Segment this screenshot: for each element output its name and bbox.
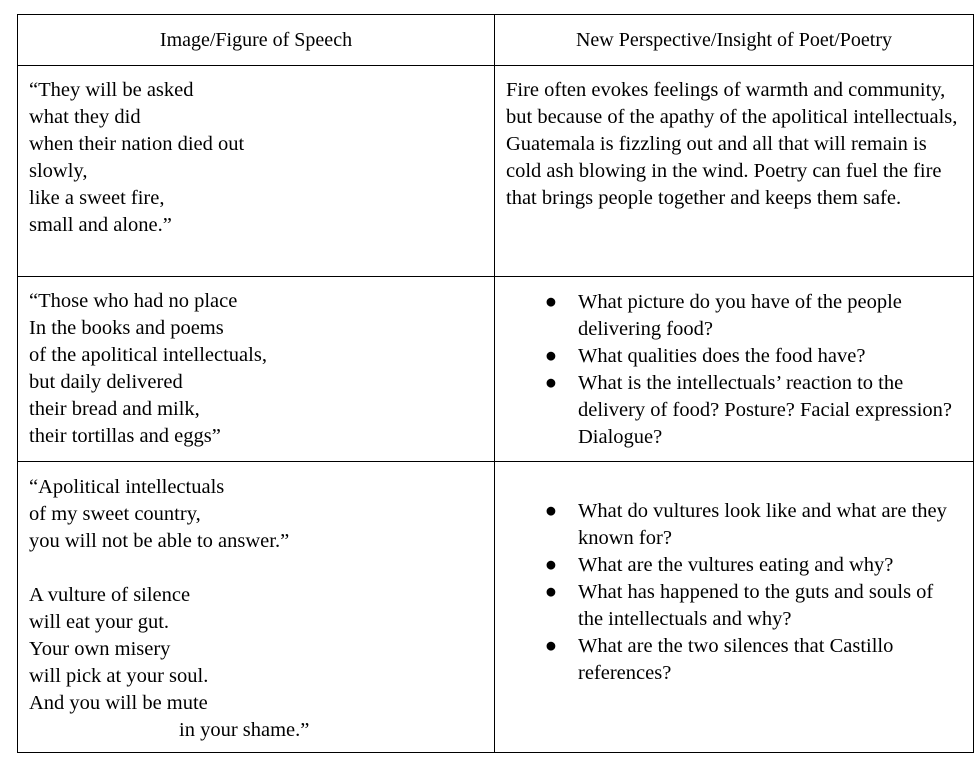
question-text: What are the two silences that Castillo references? — [578, 635, 894, 684]
question-item — [506, 633, 954, 687]
poetry-analysis-table — [17, 14, 974, 753]
header-image-figure: Image/Figure of Speech — [18, 15, 495, 66]
image-cell — [18, 462, 495, 753]
question-text: What picture do you have of the people delivering food? — [578, 291, 902, 340]
bullet-icon: ● — [544, 554, 558, 576]
poem-line: when their nation died out — [29, 133, 245, 155]
poem-line: “Those who had no place — [29, 290, 238, 312]
question-list — [506, 498, 962, 687]
question-item — [506, 343, 954, 370]
table-row — [18, 66, 974, 277]
poem-line: will eat your gut. — [29, 611, 170, 633]
poem-line-indented: in your shame.” — [179, 719, 310, 741]
poem-line: And you will be mute — [29, 692, 208, 714]
question-list — [506, 289, 962, 451]
poem-line: of the apolitical intellectuals, — [29, 344, 267, 366]
question-item — [506, 370, 954, 451]
question-item — [506, 289, 954, 343]
poem-line: In the books and poems — [29, 317, 224, 339]
question-text: What do vultures look like and what are they known for? — [578, 500, 947, 549]
question-item — [506, 498, 954, 552]
image-cell — [18, 277, 495, 462]
insight-cell — [495, 66, 974, 277]
poem-line: will pick at your soul. — [29, 665, 209, 687]
bullet-icon: ● — [544, 581, 558, 603]
bullet-icon: ● — [544, 635, 558, 657]
insight-cell — [495, 277, 974, 462]
poem-line: A vulture of silence — [29, 584, 191, 606]
bullet-icon: ● — [544, 372, 558, 394]
question-item — [506, 579, 954, 633]
poem-line: small and alone.” — [29, 214, 172, 236]
table-row — [18, 277, 974, 462]
poem-line: slowly, — [29, 160, 88, 182]
question-text: What are the vultures eating and why? — [578, 554, 894, 576]
poem-line: like a sweet fire, — [29, 187, 165, 209]
insight-cell — [495, 462, 974, 753]
poem-line: you will not be able to answer.” — [29, 530, 290, 552]
question-text: What is the intellectuals’ reaction to the delivery of food? Posture? Facial expression? Dialogue? — [578, 372, 953, 448]
bullet-icon: ● — [544, 291, 558, 313]
stanza-break — [29, 555, 483, 582]
header-new-perspective: New Perspective/Insight of Poet/Poetry — [495, 15, 974, 66]
insight-paragraph: Fire often evokes feelings of warmth and community, but because of the apathy of the apolitical intellectuals, Guatemala is fizzling out and all that will remain is cold ash blowing in the wind. Poetry can fuel the fire that brings people together and keeps them safe. — [506, 79, 958, 209]
poem-line: what they did — [29, 106, 141, 128]
poem-line: their bread and milk, — [29, 398, 200, 420]
poem-line: their tortillas and eggs” — [29, 425, 221, 447]
bullet-icon: ● — [544, 345, 558, 367]
poem-line: but daily delivered — [29, 371, 183, 393]
poem-line: “Apolitical intellectuals — [29, 476, 225, 498]
poem-line: Your own misery — [29, 638, 171, 660]
image-cell — [18, 66, 495, 277]
poem-line: “They will be asked — [29, 79, 194, 101]
table-header-row — [18, 15, 974, 66]
question-text: What qualities does the food have? — [578, 345, 866, 367]
question-text: What has happened to the guts and souls of the intellectuals and why? — [578, 581, 934, 630]
poem-line: of my sweet country, — [29, 503, 201, 525]
bullet-icon: ● — [544, 500, 558, 522]
question-item — [506, 552, 954, 579]
table-row — [18, 462, 974, 753]
